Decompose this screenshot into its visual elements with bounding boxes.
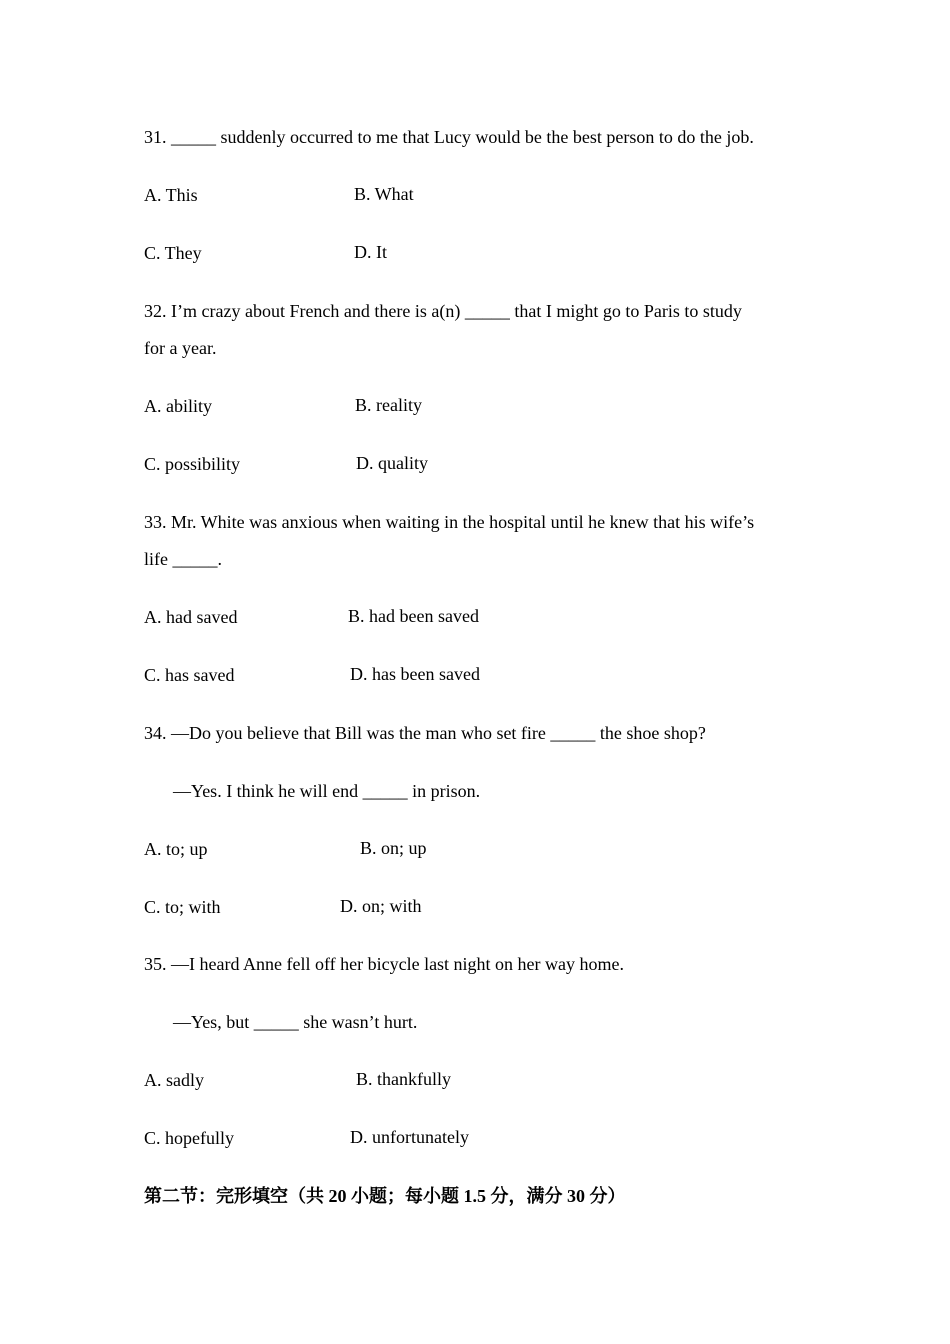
question-33-stem-line-2: life _____.: [144, 549, 222, 569]
question-33-stem-line-1: 33. Mr. White was anxious when waiting in the hospital until he knew that his wife’s: [144, 512, 755, 532]
question-31-stem: 31. _____ suddenly occurred to me that Lucy would be the best person to do the job.: [144, 127, 754, 147]
question-32-option-d: D. quality: [356, 453, 428, 473]
question-33-option-c: C. has saved: [144, 665, 235, 685]
section-heading: 第二节：完形填空（共 20 小题；每小题 1.5 分，满分 30 分）: [144, 1186, 626, 1206]
question-33-option-d: D. has been saved: [350, 664, 480, 684]
question-31-option-d: D. It: [354, 242, 387, 262]
question-35-option-d: D. unfortunately: [350, 1127, 469, 1147]
question-32-option-c: C. possibility: [144, 454, 241, 474]
question-34-option-a: A. to; up: [144, 839, 208, 859]
question-34-stem-line-1: 34. —Do you believe that Bill was the man who set fire _____ the shoe shop?: [144, 723, 706, 743]
question-34-option-c: C. to; with: [144, 897, 221, 917]
question-33-option-b: B. had been saved: [348, 606, 479, 626]
question-35-stem-line-1: 35. —I heard Anne fell off her bicycle last night on her way home.: [144, 954, 625, 974]
question-34-option-d: D. on; with: [340, 896, 422, 916]
question-31-option-b: B. What: [354, 184, 414, 204]
question-32-option-b: B. reality: [355, 395, 422, 415]
question-32-stem-line-2: for a year.: [144, 338, 217, 358]
question-34-stem-line-2: —Yes. I think he will end _____ in prison.: [173, 781, 481, 801]
question-35-stem-line-2: —Yes, but _____ she wasn’t hurt.: [173, 1012, 418, 1032]
question-31-option-a: A. This: [144, 185, 198, 205]
question-32-option-a: A. ability: [144, 396, 212, 416]
question-35-option-a: A. sadly: [144, 1070, 204, 1090]
question-34-option-b: B. on; up: [360, 838, 427, 858]
question-31-option-c: C. They: [144, 243, 202, 263]
question-35-option-b: B. thankfully: [356, 1069, 451, 1089]
question-35-option-c: C. hopefully: [144, 1128, 234, 1148]
question-33-option-a: A. had saved: [144, 607, 238, 627]
question-32-stem-line-1: 32. I’m crazy about French and there is a(n) _____ that I might go to Paris to study: [144, 301, 742, 321]
